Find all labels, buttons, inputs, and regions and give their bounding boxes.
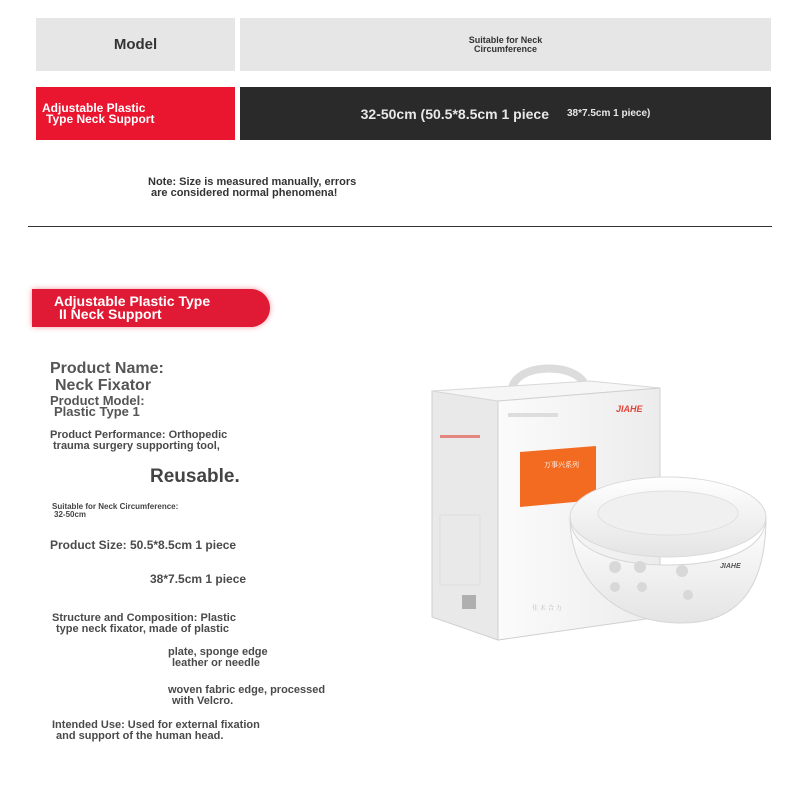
svg-text:万事兴系列: 万事兴系列	[544, 461, 579, 469]
product-performance-line1: Product Performance: Orthopedic	[50, 429, 228, 441]
product-image	[420, 355, 780, 655]
product-structure-line1: Structure and Composition: Plastic	[52, 612, 236, 624]
product-title-banner	[32, 289, 270, 327]
product-model	[50, 395, 145, 417]
product-structure-cont2	[168, 685, 325, 707]
product-circumference-line2: 32-50cm	[54, 510, 87, 519]
product-intended-use-line1: Intended Use: Used for external fixation	[52, 719, 260, 731]
product-intended-use	[52, 720, 260, 742]
table-header-model: Model	[36, 18, 235, 71]
table-header-circumference	[240, 18, 771, 71]
product-model-label: Product Model:	[50, 393, 145, 408]
product-intended-use-line2: and support of the human head.	[56, 730, 224, 742]
table-row-size	[240, 87, 771, 140]
product-model-value: Plastic Type 1	[54, 404, 140, 419]
product-name	[50, 360, 164, 394]
size-note	[148, 177, 356, 199]
product-title-line2: II Neck Support	[59, 306, 162, 322]
box-brand-logo: JIAHE	[616, 404, 643, 414]
product-name-label: Product Name:	[50, 360, 164, 377]
product-structure-cont	[168, 647, 268, 669]
product-structure-line4: leather or needle	[172, 657, 261, 669]
table-header-circumference-line2: Circumference	[473, 43, 538, 54]
product-title-line1: Adjustable Plastic Type	[54, 293, 211, 309]
product-performance-line2: trauma surgery supporting tool,	[53, 440, 220, 452]
product-structure-line6: with Velcro.	[172, 695, 234, 707]
product-size-line2: 38*7.5cm 1 piece	[150, 572, 247, 586]
table-row-size-sub: 38*7.5cm 1 piece)	[566, 108, 651, 119]
size-note-line1: Note: Size is measured manually, errors	[148, 176, 357, 188]
product-structure-line2: type neck fixator, made of plastic	[56, 623, 230, 635]
product-performance	[50, 430, 227, 452]
product-structure-line3: plate, sponge edge	[168, 646, 268, 658]
table-row-model-line1: Adjustable Plastic	[42, 100, 146, 115]
size-note-line2: are considered normal phenomena!	[151, 187, 338, 199]
table-row-model	[36, 87, 235, 140]
table-row-size-main: 32-50cm (50.5*8.5cm 1 piece	[360, 105, 549, 122]
collar-brand-logo: JIAHE	[720, 563, 741, 570]
product-reusable: Reusable.	[150, 466, 240, 487]
product-circumference-line1: Suitable for Neck Circumference:	[52, 502, 179, 511]
product-structure	[52, 613, 236, 635]
product-structure-line5: woven fabric edge, processed	[168, 684, 326, 696]
table-header-circumference-line1: Suitable for Neck	[468, 34, 543, 45]
product-name-value: Neck Fixator	[55, 377, 152, 394]
table-row-model-line2: Type Neck Support	[46, 111, 155, 126]
svg-text:佳 禾 合 力: 佳 禾 合 力	[532, 605, 562, 612]
product-circumference	[52, 503, 178, 519]
product-size-line1: Product Size: 50.5*8.5cm 1 piece	[50, 538, 237, 552]
section-divider	[28, 226, 772, 227]
